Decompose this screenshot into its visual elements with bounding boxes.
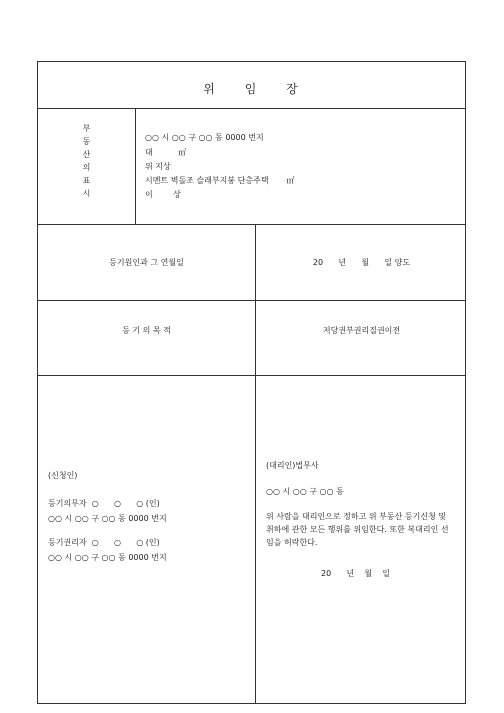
delegation-statement: 위 사람을 대리인으로 정하고 위 부동산 등기신청 및 취하에 관한 모든 행위를 위임한다. 또한 복대리인 선임을 허락한다.: [266, 512, 449, 547]
property-label-char: 동: [82, 137, 91, 146]
property-label-char: 의: [82, 163, 91, 172]
divider-purpose: [38, 375, 465, 376]
cause-value: 20 년 월 일 양도: [312, 258, 411, 267]
agent-heading: (대리인)법무사: [266, 461, 319, 470]
obligor-line: 등기의무자 ○ ○ ○ (인): [48, 499, 160, 508]
divider-property-label: [135, 108, 136, 224]
property-end: 이 상: [145, 190, 181, 199]
property-label-char: 시: [82, 189, 91, 198]
document-title: 위 임 장: [203, 82, 300, 96]
applicant-heading: (신청인): [48, 471, 78, 480]
agent-address: ○○ 시 ○○ 구 ○○ 동: [266, 487, 344, 496]
property-address: ○○ 시 ○○ 구 ○○ 동 0000 번지: [145, 133, 264, 142]
divider-property: [38, 224, 465, 225]
power-of-attorney-form: [37, 61, 466, 704]
purpose-value: 저당권부권리질권이전: [322, 326, 401, 335]
property-label-char: 산: [82, 150, 91, 159]
property-label: [38, 122, 135, 200]
property-label-char: 표: [82, 176, 91, 185]
holder-line: 등기권리자 ○ ○ ○ (인): [48, 538, 160, 547]
purpose-label: 등 기 의 목 적: [122, 326, 171, 335]
divider-title: [38, 108, 465, 109]
cause-label: 등기원인과 그 연월일: [109, 258, 184, 267]
property-building: 시멘트 벽돌조 슬래부지붕 단층주택 ㎡: [145, 176, 295, 185]
property-above: 위 지상: [145, 162, 171, 171]
divider-cause: [38, 300, 465, 301]
signing-date: 20 년 월 일: [321, 569, 390, 578]
obligor-address: ○○ 시 ○○ 구 ○○ 동 0000 번지: [48, 514, 167, 523]
holder-address: ○○ 시 ○○ 구 ○○ 동 0000 번지: [48, 553, 167, 562]
divider-center: [255, 224, 256, 704]
property-land: 대 ㎡: [145, 148, 187, 157]
property-label-char: 부: [82, 124, 91, 133]
